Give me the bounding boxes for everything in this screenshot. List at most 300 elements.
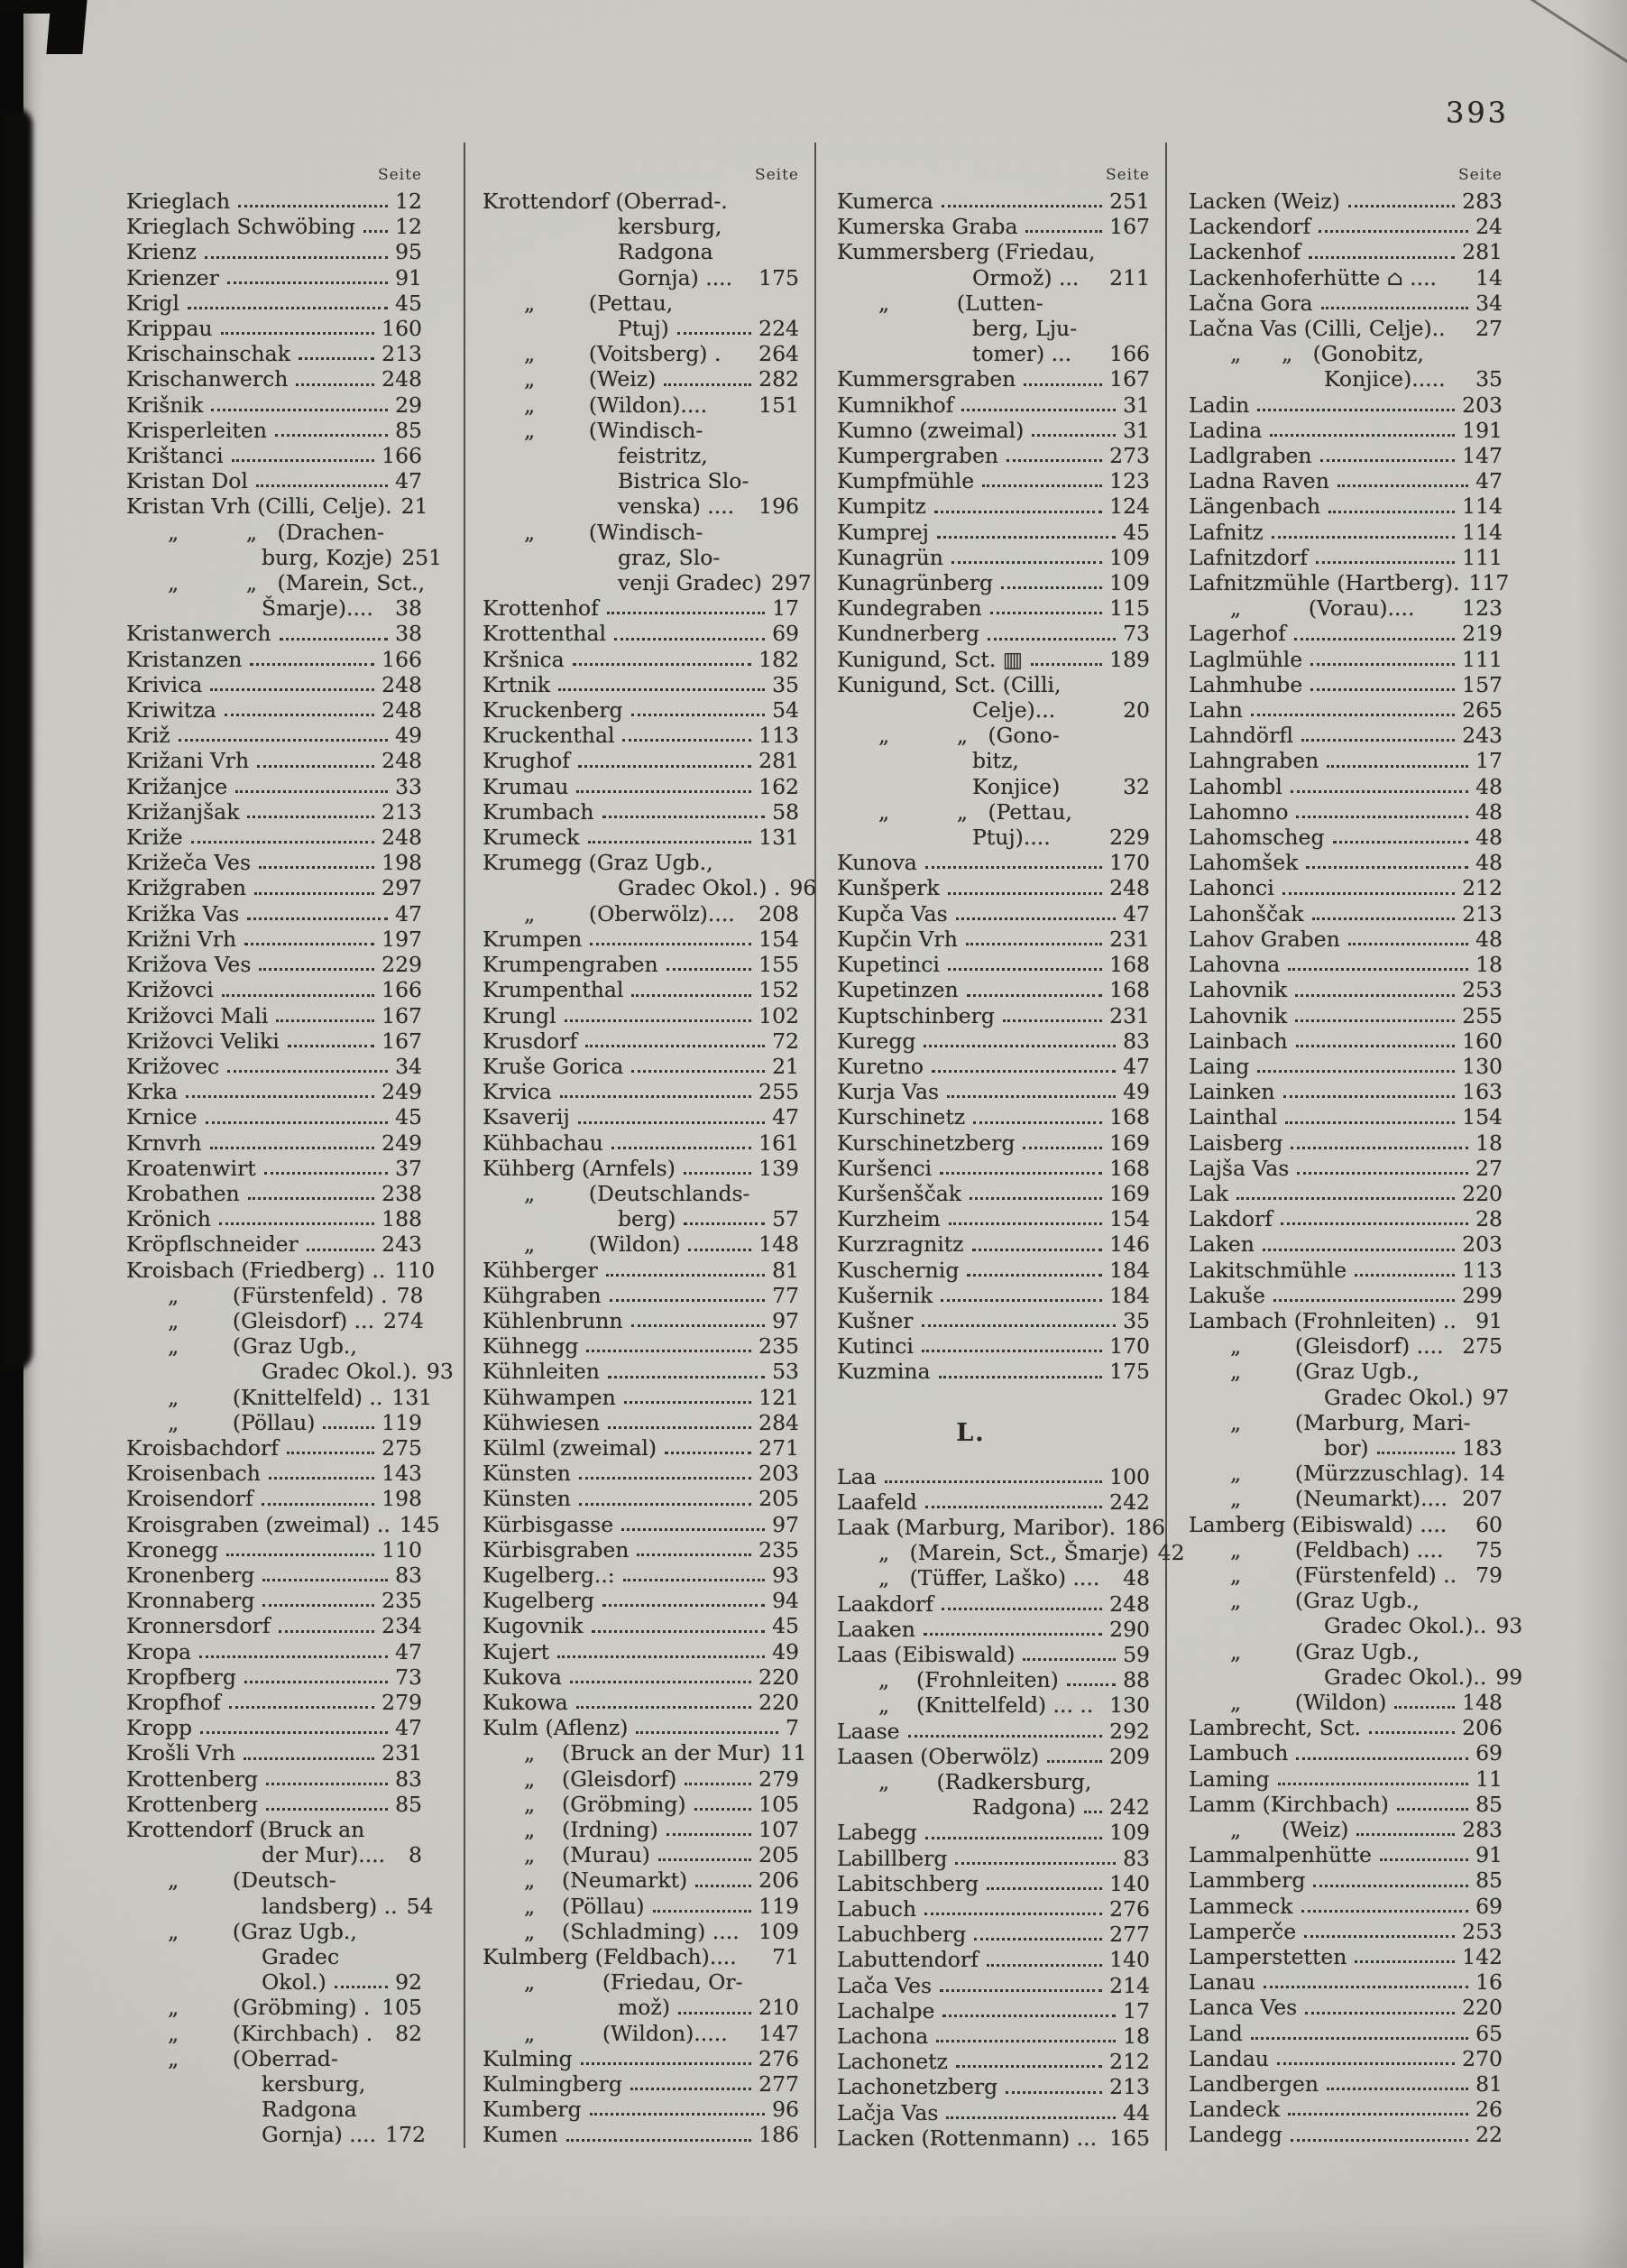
entry-text: Laak (Marburg, Maribor). bbox=[837, 1514, 1117, 1540]
page-ref: 276 bbox=[758, 2045, 799, 2071]
index-entry-line bbox=[1189, 1283, 1503, 1308]
page-ref: 130 bbox=[1109, 1692, 1150, 1719]
dot-leader bbox=[576, 790, 751, 793]
dot-leader bbox=[967, 994, 1102, 997]
dot-leader bbox=[1304, 1935, 1455, 1938]
entry-text: Kropa bbox=[126, 1638, 191, 1664]
page-ref: 81 bbox=[1475, 2071, 1503, 2097]
page-ref: 205 bbox=[758, 1486, 799, 1512]
dot-leader bbox=[238, 205, 388, 207]
page-ref: 290 bbox=[1109, 1616, 1150, 1642]
entry-text: „ (Feldbach) .... bbox=[1230, 1536, 1444, 1563]
entry-text: „ „ (Gonobitz, bbox=[1230, 341, 1424, 367]
dot-leader bbox=[1296, 816, 1468, 818]
entry-text: venji Gradec) bbox=[618, 570, 762, 596]
entry-text: Kurzragnitz bbox=[837, 1231, 964, 1258]
index-entry-line bbox=[126, 493, 428, 520]
dot-leader bbox=[573, 663, 751, 666]
index-entry-line bbox=[483, 595, 799, 621]
index-entry-line bbox=[1189, 1537, 1503, 1563]
index-entry-line bbox=[837, 570, 1150, 595]
page-ref: 147 bbox=[758, 2020, 799, 2046]
page-ref: 111 bbox=[1462, 646, 1503, 672]
index-entry-line bbox=[126, 1156, 422, 1181]
column-body bbox=[1189, 189, 1523, 2148]
page-ref: 270 bbox=[1462, 2045, 1503, 2071]
entry-text: Kühberger bbox=[483, 1257, 598, 1283]
entry-text: Landegg bbox=[1189, 2122, 1282, 2148]
entry-text: Celje)... bbox=[972, 697, 1056, 724]
entry-text: Kroisendorf bbox=[126, 1486, 253, 1512]
entry-text: Krippau bbox=[126, 316, 213, 342]
index-entry-line bbox=[1189, 443, 1503, 468]
page-ref: 248 bbox=[381, 366, 422, 392]
dot-leader bbox=[576, 1706, 751, 1709]
index-entry-line bbox=[837, 1947, 1150, 1972]
dot-leader bbox=[1278, 1783, 1469, 1785]
entry-text: Kummersberg (Friedau, bbox=[837, 239, 1096, 265]
entry-text: Kriwitza bbox=[126, 697, 216, 724]
index-entry-line bbox=[837, 1794, 1150, 1820]
index-entry-line bbox=[837, 1540, 1185, 1566]
index-entry-line bbox=[483, 1003, 799, 1028]
index-entry-line bbox=[126, 366, 422, 392]
index-entry-line bbox=[483, 493, 799, 519]
index-entry-line bbox=[837, 2125, 1150, 2151]
dot-leader bbox=[227, 1070, 388, 1073]
index-entry-line bbox=[126, 1867, 422, 1893]
entry-text: Lafnitzmühle (Hartberg). bbox=[1189, 570, 1460, 596]
entry-text: Kršnica bbox=[483, 646, 565, 672]
index-entry-line bbox=[126, 901, 422, 927]
index-entry-line bbox=[483, 443, 799, 468]
page-ref: 22 bbox=[1475, 2122, 1503, 2148]
page-ref: 57 bbox=[772, 1206, 799, 1232]
dot-leader bbox=[250, 663, 374, 666]
entry-text: Ormož) ... bbox=[972, 264, 1080, 290]
dot-leader bbox=[592, 1630, 766, 1633]
index-entry-line bbox=[837, 1206, 1150, 1231]
index-entry-line bbox=[1189, 850, 1503, 875]
dot-leader bbox=[335, 1986, 388, 1988]
page-ref: 275 bbox=[1462, 1333, 1503, 1360]
entry-text: Lagerhof bbox=[1189, 621, 1286, 647]
entry-text: „ (Friedau, Or- bbox=[524, 1969, 743, 1996]
entry-text: Krönich bbox=[126, 1206, 211, 1232]
index-entry-line bbox=[126, 1486, 422, 1511]
index-entry-line bbox=[483, 1435, 799, 1461]
page-ref: 83 bbox=[395, 1562, 422, 1588]
index-entry-line bbox=[483, 1410, 799, 1435]
index-entry-line bbox=[483, 189, 799, 214]
page-ref: 93 bbox=[772, 1562, 799, 1588]
entry-text: Lahovna bbox=[1189, 952, 1281, 978]
index-entry-line bbox=[126, 1740, 422, 1766]
entry-text: Kühnegg bbox=[483, 1333, 579, 1360]
index-entry-line bbox=[126, 1664, 422, 1690]
index-entry-line bbox=[126, 2021, 422, 2046]
entry-text: „ (Radkersburg, bbox=[878, 1768, 1092, 1794]
entry-text: Krienz bbox=[126, 239, 197, 265]
entry-text: Krusdorf bbox=[483, 1028, 578, 1054]
entry-text: Kristan Vrh (Cilli, Celje). bbox=[126, 493, 392, 520]
entry-text: Lambach (Frohnleiten) .. bbox=[1189, 1307, 1457, 1333]
page-ref: 14 bbox=[1478, 1461, 1505, 1487]
index-entry-line bbox=[1189, 1639, 1503, 1664]
entry-text: Gradec Okol.).. bbox=[1324, 1613, 1487, 1639]
entry-text: Kroatenwirt bbox=[126, 1155, 256, 1181]
page-ref: 130 bbox=[1462, 1053, 1503, 1079]
page-ref: 264 bbox=[758, 341, 799, 367]
page-ref: 75 bbox=[1475, 1536, 1503, 1563]
seite-column-header: Seite bbox=[1105, 166, 1150, 184]
dot-leader bbox=[1285, 1121, 1455, 1124]
dot-leader bbox=[590, 943, 751, 945]
dot-leader bbox=[885, 1480, 1103, 1483]
index-entry-line bbox=[1189, 875, 1503, 900]
dot-leader bbox=[961, 409, 1116, 411]
page-ref: 212 bbox=[1109, 2049, 1150, 2075]
entry-text: bitz, bbox=[972, 748, 1019, 774]
entry-text: Bistrica Slo- bbox=[618, 468, 749, 494]
entry-text: Lammeck bbox=[1189, 1893, 1293, 1919]
dot-leader bbox=[235, 790, 388, 793]
page-ref: 292 bbox=[1109, 1718, 1150, 1744]
dot-leader bbox=[363, 230, 388, 233]
index-entry-line bbox=[837, 1104, 1150, 1129]
page-ref: 12 bbox=[395, 189, 422, 214]
dot-leader bbox=[1312, 917, 1456, 920]
page-ref: 220 bbox=[758, 1689, 799, 1715]
index-entry-line bbox=[483, 290, 799, 316]
dot-leader bbox=[244, 943, 374, 945]
page-ref: 220 bbox=[1462, 1180, 1503, 1206]
dot-leader bbox=[1394, 1706, 1455, 1709]
entry-text: Kühbachau bbox=[483, 1129, 603, 1156]
entry-text: Kukova bbox=[483, 1664, 562, 1690]
page-ref: 213 bbox=[381, 798, 422, 825]
index-entry-line bbox=[1189, 1054, 1503, 1079]
index-entry-line bbox=[1189, 1766, 1503, 1792]
entry-text: Kutinci bbox=[837, 1333, 914, 1360]
index-entry-line bbox=[837, 723, 1150, 748]
index-entry-line bbox=[1189, 1308, 1503, 1333]
entry-text: Krnvrh bbox=[126, 1129, 202, 1156]
index-entry-line bbox=[1189, 1715, 1503, 1740]
page-ref: 58 bbox=[772, 798, 799, 825]
entry-text: Krištanci bbox=[126, 443, 224, 469]
index-entry-line bbox=[1189, 2097, 1503, 2122]
page-ref: 107 bbox=[758, 1817, 799, 1842]
column-body bbox=[837, 189, 1185, 2151]
dot-leader bbox=[1006, 2091, 1102, 2094]
page-ref: 279 bbox=[758, 1766, 799, 1792]
dot-leader bbox=[623, 1579, 765, 1581]
index-entry-line bbox=[483, 723, 799, 748]
entry-text: Lamm (Kirchbach) bbox=[1189, 1791, 1389, 1817]
index-entry-line bbox=[1189, 774, 1503, 799]
dot-leader bbox=[248, 1197, 375, 1200]
dot-leader bbox=[1283, 1095, 1456, 1098]
dot-leader bbox=[1301, 1910, 1469, 1913]
entry-text: Kulm (Aflenz) bbox=[483, 1715, 629, 1741]
page-ref: 214 bbox=[1109, 1972, 1150, 1998]
index-entry-line bbox=[483, 748, 799, 773]
page-ref: 235 bbox=[758, 1536, 799, 1563]
page-ref: 109 bbox=[1109, 1820, 1150, 1846]
page-ref: 157 bbox=[1462, 671, 1503, 697]
entry-text: Kunigund, Sct. ▥ bbox=[837, 646, 1023, 672]
index-entry-line bbox=[1189, 1867, 1503, 1893]
index-entry-line bbox=[483, 1512, 799, 1537]
entry-text: Kropfberg bbox=[126, 1664, 236, 1690]
index-entry-line bbox=[837, 1591, 1150, 1617]
page-ref: 35 bbox=[1475, 366, 1503, 392]
page-ref: 277 bbox=[1109, 1922, 1150, 1948]
entry-text: Künsten bbox=[483, 1486, 571, 1512]
index-entry-line bbox=[483, 1690, 799, 1715]
page-ref: 235 bbox=[758, 1333, 799, 1360]
page-ref: 248 bbox=[381, 697, 422, 724]
dot-leader bbox=[1270, 434, 1455, 437]
dot-leader bbox=[924, 1045, 1116, 1047]
index-entry-line bbox=[483, 672, 799, 697]
page-ref: 38 bbox=[395, 595, 422, 622]
index-entry-line bbox=[1189, 520, 1503, 545]
page-ref: 210 bbox=[758, 1995, 799, 2021]
page-ref: 148 bbox=[1462, 1689, 1503, 1715]
index-entry-line bbox=[837, 621, 1150, 646]
entry-text: Kropfhof bbox=[126, 1689, 221, 1715]
entry-text: „ (Gröbming) bbox=[524, 1791, 686, 1817]
index-entry-line bbox=[126, 672, 422, 697]
dot-leader bbox=[987, 1964, 1102, 1967]
entry-text: Krišnik bbox=[126, 392, 204, 418]
entry-text: Laken bbox=[1189, 1231, 1255, 1258]
index-entry-line bbox=[126, 1919, 422, 1944]
entry-text: Künsten bbox=[483, 1461, 571, 1487]
dot-leader bbox=[946, 2116, 1116, 2119]
entry-text: Radgona bbox=[618, 239, 713, 265]
page-ref: 17 bbox=[1123, 1997, 1150, 2024]
dot-leader bbox=[956, 2065, 1102, 2068]
page-ref: 220 bbox=[758, 1664, 799, 1690]
entry-text: „ (Wildon) bbox=[1230, 1689, 1387, 1715]
index-entry-line bbox=[126, 1283, 422, 1308]
index-entry-line bbox=[1189, 418, 1503, 443]
entry-text: mož) bbox=[618, 1995, 670, 2021]
dot-leader bbox=[578, 765, 751, 768]
entry-text: „ (Fürstenfeld) . bbox=[168, 1282, 388, 1308]
entry-text: Lachonetzberg bbox=[837, 2074, 998, 2100]
page-number: 393 bbox=[1445, 96, 1510, 130]
page-ref: 208 bbox=[758, 900, 799, 927]
index-entry-line bbox=[483, 1817, 799, 1842]
dot-leader bbox=[678, 2012, 751, 2014]
entry-text: Kušner bbox=[837, 1307, 914, 1333]
dot-leader bbox=[1295, 1019, 1455, 1022]
dot-leader bbox=[244, 1681, 388, 1683]
entry-text: „ (Weiz) bbox=[1230, 1817, 1349, 1842]
index-entry-line bbox=[483, 1231, 799, 1257]
index-entry-line bbox=[483, 2097, 799, 2122]
page-ref: 54 bbox=[406, 1893, 434, 1919]
index-entry-line bbox=[1189, 825, 1503, 850]
column-body bbox=[126, 189, 454, 2148]
dot-leader bbox=[608, 1426, 751, 1429]
page-ref: 249 bbox=[381, 1129, 422, 1156]
page-ref: 35 bbox=[772, 671, 799, 697]
index-entry-line bbox=[126, 1715, 422, 1740]
page-ref: 8 bbox=[409, 1842, 422, 1868]
dot-leader bbox=[936, 2040, 1116, 2042]
entry-text: Krumegg (Graz Ugb., bbox=[483, 850, 713, 876]
index-entry-line bbox=[126, 214, 422, 239]
page-ref: 47 bbox=[395, 1715, 422, 1741]
page-ref: 47 bbox=[1475, 468, 1503, 494]
dot-leader bbox=[1031, 663, 1102, 666]
index-entry-line bbox=[126, 850, 422, 875]
entry-text: Kronnersdorf bbox=[126, 1613, 271, 1639]
index-entry-line bbox=[126, 468, 422, 493]
entry-text: „ (Graz Ugb., bbox=[1230, 1638, 1420, 1664]
page-ref: 212 bbox=[1462, 875, 1503, 901]
entry-text: „ (Oberrad- bbox=[168, 2045, 338, 2071]
index-entry-line bbox=[837, 1617, 1150, 1642]
index-entry-line bbox=[483, 2071, 799, 2097]
dot-leader bbox=[590, 2113, 765, 2116]
index-entry-line bbox=[1189, 316, 1503, 341]
dot-leader bbox=[557, 1655, 765, 1658]
entry-text: „ (Kirchbach) . bbox=[168, 2020, 373, 2046]
index-entry-line bbox=[483, 799, 799, 825]
page-ref: 54 bbox=[772, 697, 799, 724]
entry-text: „ (Pöllau) bbox=[168, 1409, 316, 1435]
dot-leader bbox=[924, 1913, 1102, 1915]
page-ref: 92 bbox=[395, 1969, 422, 1996]
index-entry-line bbox=[483, 1613, 799, 1638]
entry-text: Lahomšek bbox=[1189, 850, 1299, 876]
dot-leader bbox=[262, 1503, 374, 1506]
page-ref: 170 bbox=[1109, 1333, 1150, 1360]
index-entry-line bbox=[126, 825, 422, 850]
index-entry-line bbox=[483, 1385, 799, 1410]
entry-text: Landeck bbox=[1189, 2097, 1281, 2123]
page-ref: 18 bbox=[1123, 2024, 1150, 2050]
index-entry-line bbox=[126, 316, 422, 341]
entry-text: Gradec Okol.) bbox=[1324, 1384, 1474, 1410]
index-entry-line bbox=[126, 1054, 422, 1079]
dot-leader bbox=[1320, 459, 1456, 462]
entry-text: Laing bbox=[1189, 1053, 1250, 1079]
entry-text: Križni Vrh bbox=[126, 926, 237, 952]
index-entry-line bbox=[126, 1079, 422, 1104]
index-column-2 bbox=[465, 143, 816, 2148]
page-ref: 27 bbox=[1475, 316, 1503, 342]
page-ref: 48 bbox=[1475, 850, 1503, 876]
entry-text: Krumpen bbox=[483, 926, 583, 952]
index-entry-line bbox=[126, 570, 426, 596]
dot-leader bbox=[1032, 434, 1116, 437]
entry-text: Krnice bbox=[126, 1104, 198, 1130]
dot-leader bbox=[279, 1630, 375, 1633]
entry-text: „ (Frohnleiten) bbox=[878, 1667, 1059, 1693]
index-entry-line bbox=[1189, 697, 1503, 723]
index-entry-line bbox=[483, 875, 817, 901]
entry-text: Lajša Vas bbox=[1189, 1155, 1290, 1181]
dot-leader bbox=[1337, 484, 1468, 487]
index-entry-line bbox=[126, 2071, 422, 2097]
entry-text: Križeča Ves bbox=[126, 850, 252, 876]
entry-text: Križ bbox=[126, 723, 170, 749]
dot-leader bbox=[937, 536, 1116, 539]
dot-leader bbox=[307, 1249, 374, 1251]
entry-text: Krieglach Schwöbing bbox=[126, 214, 355, 240]
page-ref: 73 bbox=[1123, 621, 1150, 647]
dot-leader bbox=[1272, 536, 1455, 539]
page-ref: 166 bbox=[1109, 341, 1150, 367]
page-ref: 279 bbox=[381, 1689, 422, 1715]
page-ref: 276 bbox=[1109, 1896, 1150, 1922]
entry-text: Kristanzen bbox=[126, 646, 243, 672]
entry-text: Kröpflschneider bbox=[126, 1231, 299, 1258]
dot-leader bbox=[664, 383, 751, 386]
entry-text: Kruckenthal bbox=[483, 723, 615, 749]
page-ref: 11 bbox=[779, 1740, 807, 1766]
page-ref: 139 bbox=[758, 1155, 799, 1181]
dot-leader bbox=[990, 612, 1103, 614]
dot-leader bbox=[925, 1837, 1102, 1839]
page-ref: 109 bbox=[1109, 570, 1150, 596]
page-ref: 205 bbox=[758, 1842, 799, 1868]
page-ref: 14 bbox=[1475, 264, 1503, 290]
entry-text: Lacken (Rottenmann) ... bbox=[837, 2125, 1098, 2151]
page-ref: 113 bbox=[1462, 1257, 1503, 1283]
index-entry-line bbox=[483, 697, 799, 723]
index-entry-line bbox=[1189, 1156, 1503, 1181]
page-ref: 161 bbox=[758, 1129, 799, 1156]
index-entry-line bbox=[837, 977, 1150, 1002]
page-ref: 47 bbox=[395, 900, 422, 927]
entry-text: kersburg, bbox=[262, 2071, 366, 2097]
entry-text: Kunšperk bbox=[837, 875, 940, 901]
index-entry-line bbox=[126, 774, 422, 799]
page-ref: 213 bbox=[1462, 900, 1503, 927]
index-entry-line bbox=[1189, 1333, 1503, 1359]
entry-text: „ (Graz Ugb., bbox=[168, 1333, 357, 1360]
index-entry-line bbox=[126, 1893, 434, 1919]
dot-leader bbox=[1288, 968, 1468, 971]
entry-text: „ (Murau) bbox=[524, 1842, 650, 1868]
entry-text: Krumpenthal bbox=[483, 977, 624, 1003]
dot-leader bbox=[225, 714, 374, 716]
index-entry-line bbox=[1189, 545, 1503, 570]
dot-leader bbox=[227, 281, 388, 284]
page-ref: 31 bbox=[1123, 392, 1150, 418]
index-entry-line bbox=[483, 366, 799, 392]
entry-text: Krottendorf (Oberrad-. bbox=[483, 189, 728, 214]
index-entry-line bbox=[126, 723, 422, 748]
index-entry-line bbox=[483, 1206, 799, 1231]
index-entry-line bbox=[837, 316, 1150, 341]
entry-text: Kronenberg bbox=[126, 1562, 255, 1588]
page-ref: 283 bbox=[1462, 1817, 1503, 1842]
index-entry-line bbox=[1189, 1384, 1510, 1410]
page-ref: 151 bbox=[758, 392, 799, 418]
entry-text: Labillberg bbox=[837, 1845, 948, 1871]
page-ref: 168 bbox=[1109, 977, 1150, 1003]
entry-text: Kroisbach (Friedberg) .. bbox=[126, 1257, 386, 1283]
